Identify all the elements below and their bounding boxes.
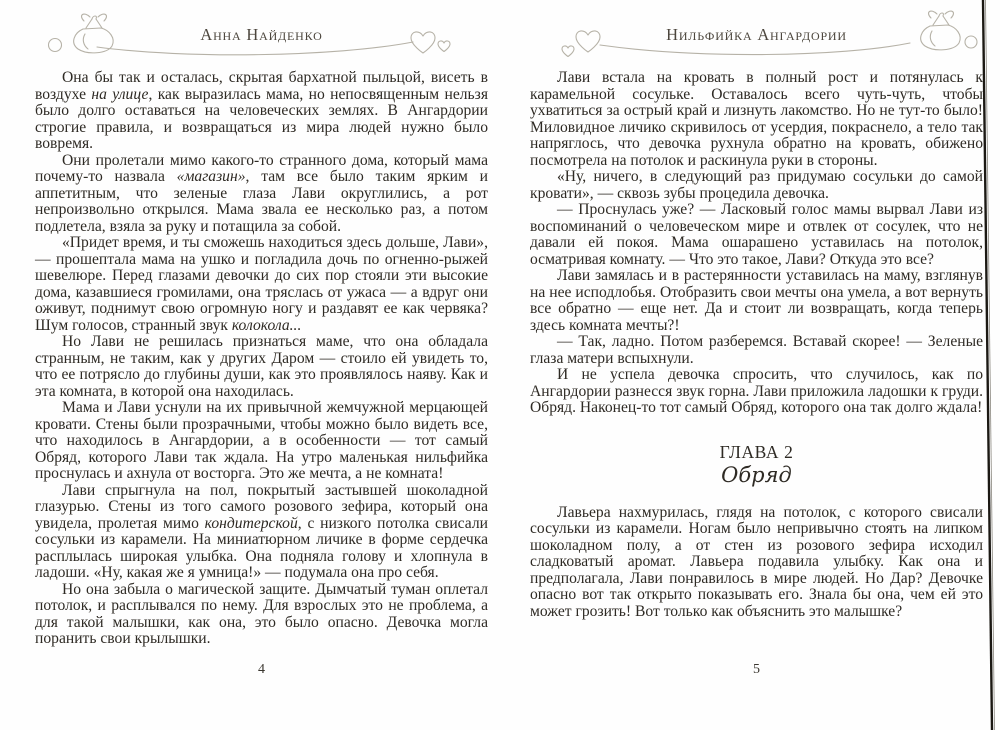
- paragraph: [35, 400, 488, 483]
- paragraph: [530, 367, 983, 417]
- text-run: И не успела девочка спросить, что случилось, как по Ангардории разнесся звук горна. Лави приложила ладошки к груди. Обряд. Наконец-то тот самый Обряд, которого она так долго ждала!: [530, 366, 983, 416]
- page-left: [35, 0, 488, 730]
- text-run: Они пролетали мимо какого-то странного дома, который мама почему-то назвала: [35, 151, 488, 185]
- text-run: Но она забыла о магической защите. Дымчатый туман оплетал потолок, и расплывался по нему. Для взрослых это не проблема, а для такой малышки, как она, это было опасно. Девочка могла поранить свои крылышки.: [35, 580, 488, 647]
- left-page-paragraphs: [35, 70, 488, 648]
- paragraph: [530, 70, 983, 169]
- italic-run: колокола...: [231, 316, 302, 334]
- text-run: — Проснулась уже? — Ласковый голос мамы вырвал Лави из воспоминаний о человеческом мире и отвлек от сосулек, что не давали ей покоя. Мама ошарашено уставилась на потолок, осматривая комнату. — Что это такое, Лави? Откуда это все?: [530, 201, 983, 268]
- text-run: Мама и Лави уснули на их привычной жемчужной мерцающей кровати. Стены были прозрачными, чтобы можно было видеть все, что находилось в Ангардории, а в особенности — тот самый Обряд, которого Лави так ждала. На утро маленькая нильфийка проснулась и ахнула от восторга. Это же мечта, а не комната!: [35, 399, 488, 482]
- text-run: Лави встала на кровать в полный рост и потянулась к карамельной сосульке. Оставалось всего чуть-чуть, чтобы ухватиться за острый край и лизнуть лакомство. Но не тут-то было! Миловидное личико скривилось от усердия, покраснело, а тело так напряглось, что девочка рухнула обратно на кровать, обижено посмотрела на потолок и раскинула руки в стороны.: [530, 69, 983, 169]
- running-head-book-title: Нильфийка Ангардории: [666, 25, 847, 44]
- paragraph: [530, 334, 983, 367]
- paragraph: [530, 202, 983, 268]
- chapter-title: ГЛАВА 2: [719, 441, 794, 462]
- text-run: «Ну, ничего, в следующий раз придумаю сосульки до самой кровати», — сквозь зубы процедила девочка.: [530, 168, 983, 202]
- paragraph: [35, 582, 488, 648]
- paragraph: [530, 169, 983, 202]
- text-run: Но Лави не решилась признаться маме, что она обладала странным, не таким, как у других Даром — стоило ей увидеть то, что ее потрясло до глубины души, как это проявлялось наяву. Как и эта комната, в которой она находилась.: [35, 333, 488, 400]
- page-right: [530, 0, 983, 730]
- paragraph: [530, 268, 983, 334]
- text-run: Она бы так и осталась, скрытая бархатной пыльцой, висеть в воздухе: [35, 69, 488, 103]
- text-run: , там все было таким ярким и аппетитным, что зеленые глаза Лави округлились, а рот непроизвольно открылся. Мама звала ее несколько раз, а потом подлетела, взяла за руку и потащила за собой.: [35, 168, 488, 235]
- italic-run: кондитерской: [204, 514, 298, 532]
- left-page-number: 4: [258, 662, 265, 677]
- paragraph: [530, 505, 983, 621]
- right-page-number: 5: [753, 662, 760, 677]
- left-page-header: [35, 8, 488, 62]
- text-run: Лави спрыгнула на пол, покрытый застывшей шоколадной глазурью. Стены из того самого розового зефира, который она увидела, пролетая мимо: [35, 481, 488, 532]
- paragraph: [35, 70, 488, 153]
- text-run: , с низкого потолка свисали сосульки из карамели. На миниатюрном личике в форме сердечка расплылась широкая улыбка. Она подняла голову и хлопнула в ладоши. «Ну, какая же я умница!» — подумала она про себя.: [35, 514, 488, 581]
- running-head-author: Анна Найденко: [200, 25, 323, 44]
- text-run: «Придет время, и ты сможешь находиться здесь дольше, Лави», — прошептала мама на ушко и погладила дочь по огненно-рыжей шевелюре. Перед глазами девочки до сих пор стояли эти высокие дома, казавшиеся громилами, она тряслась от ужаса — а вдруг они оживут, поднимут свою огромную ногу и раздавят ее как червяка? Шум голосов, странный звук: [35, 234, 488, 334]
- right-page-header: [530, 8, 983, 62]
- paragraph: [35, 334, 488, 400]
- text-run: — Так, ладно. Потом разберемся. Вставай скорее! — Зеленые глаза матери вспыхнули.: [530, 333, 983, 367]
- italic-run: на улице: [91, 85, 149, 103]
- text-run: Лави замялась и в растерянности уставилась на маму, взглянув на нее исподлобья. Отобразить свои мечты она умела, а вот вернуть все обратно — еще нет. Да и стоит ли возвращать, когда теперь здесь комната мечты?!: [530, 267, 983, 334]
- paragraph: [35, 235, 488, 334]
- text-run: Лавьера нахмурилась, глядя на потолок, с которого свисали сосульки из карамели. Ногам было непривычно стоять на липком шоколадном полу, а от стен из розового зефира исходил сладковатый аромат. Лавьера подавила улыбку. Как она и предполагала, Лави понравилось в мире людей. Но Дар? Девочке опасно вот так открыто показывать его. Знала бы она, чем ей это может грозить! Вот только как объяснить это малышке?: [530, 503, 983, 620]
- left-page-body: [35, 70, 488, 648]
- right-page-body: [530, 70, 983, 620]
- paragraph: [35, 153, 488, 236]
- chapter-heading: [530, 441, 983, 487]
- paragraph: [35, 483, 488, 582]
- italic-run: «магазин»: [176, 168, 246, 185]
- chapter-subtitle: Обряд: [721, 463, 792, 487]
- text-run: , как выразилась мама, но непосвященным нельзя было долго оставаться на человеческих землях. В Ангардории строгие правила, и возвращаться из мира людей нужно было вовремя.: [35, 85, 488, 152]
- right-page-paragraphs-before-chapter: [530, 70, 983, 417]
- right-page-paragraphs-after-chapter: [530, 505, 983, 621]
